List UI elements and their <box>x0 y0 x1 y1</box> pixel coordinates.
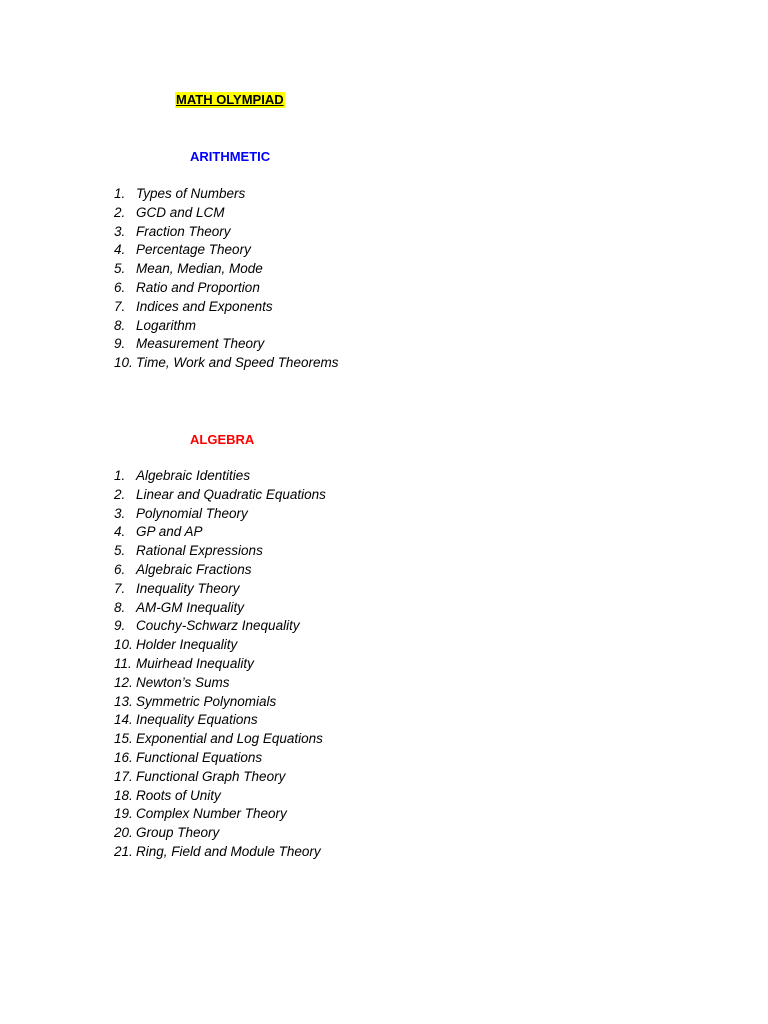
list-item <box>114 824 326 843</box>
list-item <box>114 335 338 354</box>
list-item <box>114 843 326 862</box>
list-item-number: 14. <box>114 712 133 728</box>
section-heading-algebra: ALGEBRA <box>190 432 255 447</box>
list-item-number: 8. <box>114 317 126 333</box>
list-item-text: Algebraic Identities <box>136 468 251 483</box>
list-item-number: 3. <box>114 223 126 239</box>
list-item-number: 21. <box>114 843 133 859</box>
list-item-number: 2. <box>114 204 126 220</box>
list-item-number: 4. <box>114 524 126 540</box>
list-item-number: 10. <box>114 355 133 371</box>
list-item-text: Inequality Theory <box>136 580 240 596</box>
list-item-number: 6. <box>114 279 126 295</box>
list-item-number: 16. <box>114 749 133 765</box>
list-item-text: GP and AP <box>136 524 203 540</box>
list-item-number: 19. <box>114 806 133 822</box>
list-item <box>114 354 338 373</box>
list-item-text: Measurement Theory <box>136 336 265 352</box>
list-item-number: 18. <box>114 787 133 803</box>
list-item <box>114 580 326 599</box>
list-item <box>114 542 326 561</box>
list-item <box>114 523 326 542</box>
list-item <box>114 486 326 505</box>
topic-list-algebra <box>114 467 326 862</box>
list-item-number: 13. <box>114 693 133 709</box>
list-item-number: 1. <box>114 468 126 483</box>
list-item-text: Holder Inequality <box>136 637 238 653</box>
list-item-text: Complex Number Theory <box>136 806 287 822</box>
list-item-text: Couchy-Schwarz Inequality <box>136 618 300 634</box>
list-item-text: Algebraic Fractions <box>136 561 252 577</box>
list-item-text: Exponential and Log Equations <box>136 731 323 747</box>
list-item <box>114 317 338 336</box>
list-item-text: Mean, Median, Mode <box>136 261 263 277</box>
list-item <box>114 241 338 260</box>
list-item-number: 17. <box>114 768 133 784</box>
list-item-number: 1. <box>114 186 126 201</box>
list-item-number: 11. <box>114 655 132 671</box>
list-item <box>114 467 326 486</box>
list-item-text: Time, Work and Speed Theorems <box>136 355 339 371</box>
list-item <box>114 711 326 730</box>
list-item-text: GCD and LCM <box>136 204 225 220</box>
list-item-text: Types of Numbers <box>136 186 246 201</box>
list-item-number: 9. <box>114 336 126 352</box>
list-item <box>114 185 338 204</box>
list-item <box>114 505 326 524</box>
list-item-text: Functional Graph Theory <box>136 768 286 784</box>
list-item-text: Linear and Quadratic Equations <box>136 486 326 502</box>
list-item <box>114 655 326 674</box>
list-item <box>114 617 326 636</box>
list-item <box>114 223 338 242</box>
list-item-number: 10. <box>114 637 133 653</box>
list-item-number: 3. <box>114 505 126 521</box>
list-item <box>114 768 326 787</box>
list-item-number: 5. <box>114 543 126 559</box>
list-item-number: 6. <box>114 561 126 577</box>
list-item-text: Ratio and Proportion <box>136 279 260 295</box>
list-item-number: 9. <box>114 618 126 634</box>
document-title: MATH OLYMPIAD <box>176 92 284 107</box>
list-item <box>114 260 338 279</box>
list-item-number: 4. <box>114 242 126 258</box>
list-item-text: Inequality Equations <box>136 712 258 728</box>
section-heading-arithmetic: ARITHMETIC <box>190 149 271 164</box>
list-item <box>114 693 326 712</box>
list-item-number: 7. <box>114 298 126 314</box>
list-item <box>114 749 326 768</box>
list-item <box>114 204 338 223</box>
list-item-number: 2. <box>114 486 126 502</box>
list-item <box>114 636 326 655</box>
list-item-text: Symmetric Polynomials <box>136 693 277 709</box>
list-item <box>114 674 326 693</box>
list-item <box>114 599 326 618</box>
list-item-text: Logarithm <box>136 317 197 333</box>
list-item-text: Ring, Field and Module Theory <box>136 843 321 859</box>
list-item-text: Muirhead Inequality <box>136 655 254 671</box>
list-item <box>114 787 326 806</box>
list-item-text: Functional Equations <box>136 749 263 765</box>
list-item-text: AM-GM Inequality <box>136 599 245 615</box>
list-item-text: Newton’s Sums <box>136 674 230 690</box>
list-item-text: Percentage Theory <box>136 242 251 258</box>
list-item-number: 8. <box>114 599 126 615</box>
list-item-text: Polynomial Theory <box>136 505 248 521</box>
list-item-number: 7. <box>114 580 126 596</box>
list-item-number: 15. <box>114 731 133 747</box>
list-item-number: 5. <box>114 261 126 277</box>
list-item <box>114 730 326 749</box>
list-item-text: Indices and Exponents <box>136 298 273 314</box>
list-item-text: Fraction Theory <box>136 223 231 239</box>
list-item-number: 20. <box>114 825 133 841</box>
topic-list-arithmetic <box>114 185 338 373</box>
list-item-text: Rational Expressions <box>136 543 263 559</box>
list-item-number: 12. <box>114 674 133 690</box>
list-item <box>114 298 338 317</box>
list-item-text: Group Theory <box>136 825 220 841</box>
list-item <box>114 279 338 298</box>
list-item-text: Roots of Unity <box>136 787 221 803</box>
list-item <box>114 561 326 580</box>
list-item <box>114 805 326 824</box>
